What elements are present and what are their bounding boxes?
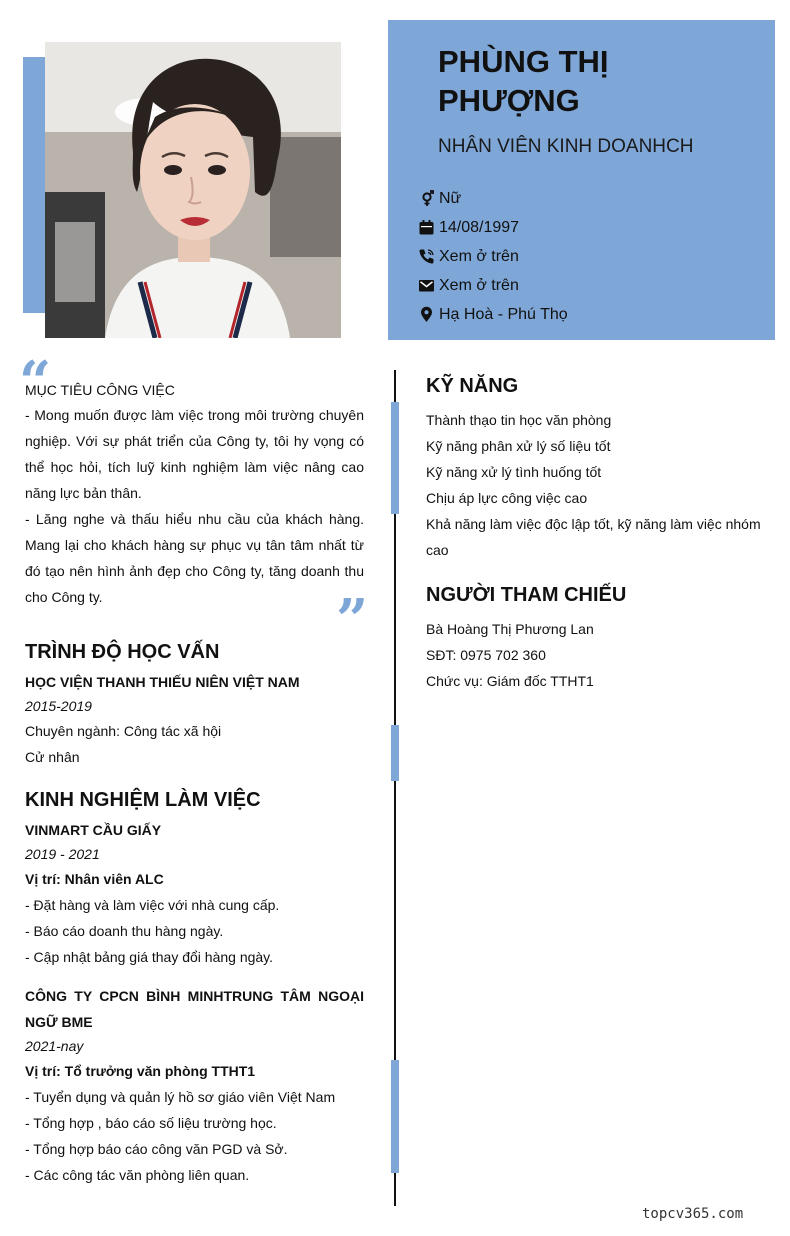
- job-company: VINMART CẦU GIẤY: [25, 822, 162, 838]
- birthdate-value: 14/08/1997: [439, 218, 520, 236]
- objective-paragraph-2: - Lăng nghe và thấu hiểu nhu cầu của khách hàng. Mang lại cho khách hàng sự phục vụ tân tâm nhất từ đó tạo nên hình ảnh đẹp cho Công ty, tăng doanh thu cho Công ty.: [25, 511, 364, 605]
- job-task: - Cập nhật bảng giá thay đổi hàng ngày.: [25, 949, 274, 965]
- references-section: [426, 581, 766, 694]
- job-period: 2021-nay: [25, 1038, 84, 1054]
- education-period: 2015-2019: [25, 698, 92, 714]
- job-title: NHÂN VIÊN KINH DOANHCH: [438, 136, 694, 157]
- education-major: Chuyên ngành: Công tác xã hội: [25, 723, 222, 739]
- right-column: [426, 372, 766, 694]
- job-position: Vị trí: Tổ trưởng văn phòng TTHT1: [25, 1063, 256, 1079]
- divider-accent: [391, 1060, 399, 1173]
- info-email: [418, 271, 568, 300]
- skill-item: Thành thạo tin học văn phòng: [426, 412, 612, 428]
- gender-value: Nữ: [439, 189, 462, 207]
- phone-value: Xem ở trên: [439, 247, 519, 265]
- reference-name: Bà Hoàng Thị Phương Lan: [426, 621, 594, 637]
- job-task: - Đặt hàng và làm việc với nhà cung cấp.: [25, 897, 280, 913]
- job-task: - Các công tác văn phòng liên quan.: [25, 1167, 250, 1183]
- calendar-icon: [418, 219, 435, 236]
- header-panel: [388, 20, 775, 340]
- skill-item: Kỹ năng phân xử lý số liệu tốt: [426, 438, 611, 454]
- info-birthdate: [418, 213, 568, 242]
- experience-title: KINH NGHIỆM LÀM VIỆC: [25, 789, 261, 811]
- references-title: NGƯỜI THAM CHIẾU: [426, 584, 627, 606]
- info-gender: [418, 184, 568, 213]
- email-icon: [418, 277, 435, 294]
- job-task: - Tổng hợp báo cáo công văn PGD và Sở.: [25, 1141, 288, 1157]
- divider-accent: [391, 725, 399, 781]
- objective-title: MỤC TIÊU CÔNG VIỆC: [25, 382, 175, 398]
- phone-icon: [418, 248, 435, 265]
- education-school: HỌC VIỆN THANH THIẾU NIÊN VIỆT NAM: [25, 674, 300, 690]
- skill-item: Kỹ năng xử lý tình huống tốt: [426, 464, 602, 480]
- location-icon: [418, 306, 435, 323]
- reference-position: Chức vụ: Giám đốc TTHT1: [426, 673, 594, 689]
- quote-open-icon: “: [19, 349, 52, 415]
- job-period: 2019 - 2021: [25, 846, 100, 862]
- skill-item: Khả năng làm việc độc lập tốt, kỹ năng làm việc nhóm cao: [426, 516, 761, 558]
- job-task: - Tổng hợp , báo cáo số liệu trường học.: [25, 1115, 277, 1131]
- experience-entry: [25, 817, 364, 970]
- email-value: Xem ở trên: [439, 276, 519, 294]
- education-section: [25, 638, 364, 770]
- skill-item: Chịu áp lực công việc cao: [426, 490, 588, 506]
- education-title: TRÌNH ĐỘ HỌC VẤN: [25, 641, 220, 663]
- info-phone: [418, 242, 568, 271]
- skills-section: [426, 372, 766, 563]
- divider-accent: [391, 402, 399, 514]
- left-column: [25, 378, 364, 1188]
- footer-site-label: topcv365.com: [642, 1206, 744, 1222]
- info-location: [418, 300, 568, 329]
- job-task: - Tuyển dụng và quản lý hồ sơ giáo viên Việt Nam: [25, 1089, 336, 1105]
- contact-info-list: [418, 184, 568, 329]
- job-position: Vị trí: Nhân viên ALC: [25, 871, 164, 887]
- job-company: CÔNG TY CPCN BÌNH MINHTRUNG TÂM NGOẠI NGỮ BME: [25, 988, 364, 1030]
- job-task: - Báo cáo doanh thu hàng ngày.: [25, 923, 224, 939]
- quote-close-icon: ”: [336, 587, 369, 653]
- objective-paragraph-1: - Mong muốn được làm việc trong môi trường chuyên nghiệp. Với sự phát triển của Công ty, tôi hy vọng có thể học hỏi, tích luỹ kinh nghiệm làm việc nâng cao năng lực bản thân.: [25, 407, 364, 501]
- objective-section: [25, 378, 364, 610]
- skills-list: [426, 407, 766, 563]
- reference-phone: SĐT: 0975 702 360: [426, 647, 546, 663]
- skills-title: KỸ NĂNG: [426, 375, 519, 397]
- location-value: Hạ Hoà - Phú Thọ: [439, 305, 568, 323]
- education-degree: Cử nhân: [25, 749, 80, 765]
- profile-photo: [45, 42, 341, 338]
- experience-section: [25, 786, 364, 1188]
- experience-entry: [25, 983, 364, 1188]
- gender-icon: [418, 190, 435, 207]
- candidate-name: PHÙNG THỊ PHƯỢNG: [438, 44, 609, 118]
